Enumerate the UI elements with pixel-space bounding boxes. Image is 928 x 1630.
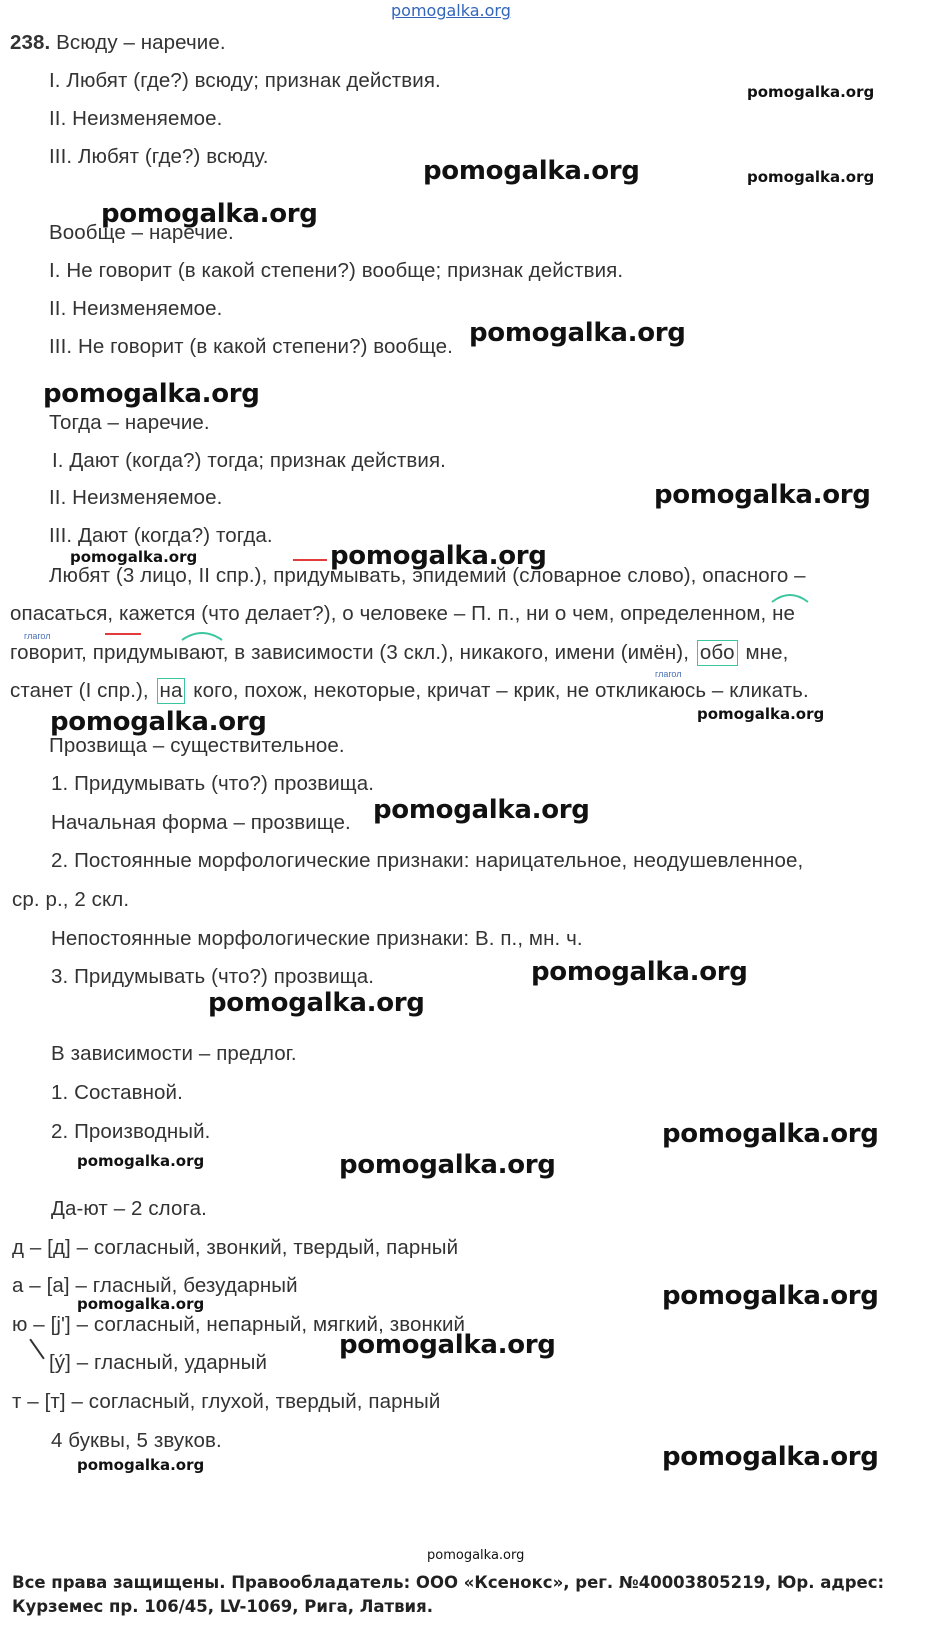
note-glagol-1: глагол	[24, 631, 51, 641]
line-l24: а – [а] – гласный, безударный	[12, 1274, 298, 1297]
watermark-text-small: pomogalka.org	[747, 83, 875, 101]
line-l19: В зависимости – предлог.	[51, 1042, 297, 1065]
watermark-text-small: pomogalka.org	[697, 705, 825, 723]
line-l23: д – [д] – согласный, звонкий, твердый, парный	[12, 1236, 459, 1259]
watermark-text: pomogalka.org	[50, 707, 267, 737]
line-l14: Начальная форма – прозвище.	[51, 811, 351, 834]
paragraph-line-4	[10, 678, 809, 704]
line-l8: Тогда – наречие.	[49, 411, 210, 434]
watermark-text: pomogalka.org	[531, 957, 748, 987]
header-watermark-link[interactable]: pomogalka.org	[391, 1, 511, 20]
watermark-text-small: pomogalka.org	[77, 1456, 205, 1474]
copyright-footer: Все права защищены. Правообладатель: ООО «Ксенокс», рег. №40003805219, Юр. адрес: Курземес пр. 106/45, LV-1069, Рига, Латвия.	[12, 1573, 885, 1616]
line-l20: 1. Составной.	[51, 1081, 183, 1104]
watermark-text: pomogalka.org	[423, 156, 640, 186]
watermark-text: pomogalka.org	[208, 988, 425, 1018]
line-l25: ю – [j'] – согласный, непарный, мягкий, звонкий	[12, 1313, 466, 1336]
watermark-text: pomogalka.org	[339, 1150, 556, 1180]
line-l1: I. Любят (где?) всюду; признак действия.	[49, 69, 441, 92]
line-l27: т – [т] – согласный, глухой, твердый, парный	[12, 1390, 441, 1413]
line-l4: Вообще – наречие.	[49, 221, 234, 244]
task-title: Всюду – наречие.	[56, 31, 226, 54]
paragraph-line-3-end: мне,	[745, 641, 789, 664]
paragraph-line-4-rest: кого, похож, некоторые, кричат – крик, не откликаюсь – кликать.	[193, 679, 809, 702]
task-number: 238.	[10, 31, 51, 54]
watermark-text: pomogalka.org	[373, 795, 590, 825]
line-l9: I. Дают (когда?) тогда; признак действия.	[52, 449, 446, 472]
watermark-text-small: pomogalka.org	[77, 1295, 205, 1313]
paragraph-line-3-text: говорит, придумывают, в зависимости (3 скл.), никакого, имени (имён),	[10, 641, 690, 664]
note-glagol-2: глагол	[655, 669, 682, 679]
line-l3: III. Любят (где?) всюду.	[49, 145, 269, 168]
prefix-mark-2	[105, 633, 141, 635]
line-l10: II. Неизменяемое.	[49, 486, 223, 509]
task-header	[10, 31, 226, 55]
watermark-text-small: pomogalka.org	[70, 548, 198, 566]
line-l17: Непостоянные морфологические признаки: В. п., мн. ч.	[51, 927, 583, 950]
watermark-text: pomogalka.org	[330, 541, 547, 571]
line-l22: Да-ют – 2 слога.	[51, 1197, 207, 1220]
watermark-text: pomogalka.org	[43, 379, 260, 409]
line-l18: 3. Придумывать (что?) прозвища.	[51, 965, 375, 988]
line-l6: II. Неизменяемое.	[49, 297, 223, 320]
footer-watermark: pomogalka.org	[427, 1548, 525, 1563]
watermark-text: pomogalka.org	[662, 1119, 879, 1149]
line-l16: ср. р., 2 скл.	[12, 888, 130, 911]
paragraph-line-1: Любят (3 лицо, II спр.), придумывать, эпидемий (словарное слово), опасного –	[49, 564, 806, 587]
line-l12: Прозвища – существительное.	[49, 734, 345, 757]
paragraph-line-3	[10, 640, 788, 666]
line-l13: 1. Придумывать (что?) прозвища.	[51, 772, 375, 795]
prefix-box-na: на	[157, 678, 186, 704]
line-l15: 2. Постоянные морфологические признаки: нарицательное, неодушевленное,	[51, 849, 804, 872]
watermark-text-small: pomogalka.org	[747, 168, 875, 186]
line-l28: 4 буквы, 5 звуков.	[51, 1429, 222, 1452]
sound-branch-mark	[29, 1339, 44, 1360]
root-arc-mark	[770, 590, 810, 604]
line-l7: III. Не говорит (в какой степени?) вообще.	[49, 335, 453, 358]
watermark-text: pomogalka.org	[654, 480, 871, 510]
line-l21: 2. Производный.	[51, 1120, 211, 1143]
line-l2: II. Неизменяемое.	[49, 107, 223, 130]
watermark-text-small: pomogalka.org	[77, 1152, 205, 1170]
paragraph-line-4-start: станет (I спр.),	[10, 679, 149, 702]
watermark-text: pomogalka.org	[101, 199, 318, 229]
watermark-text: pomogalka.org	[339, 1330, 556, 1360]
prefix-box-obo: обо	[697, 640, 738, 666]
watermark-text: pomogalka.org	[469, 318, 686, 348]
line-l5: I. Не говорит (в какой степени?) вообще; признак действия.	[49, 259, 624, 282]
watermark-text: pomogalka.org	[662, 1281, 879, 1311]
line-l26: [у́] – гласный, ударный	[49, 1351, 268, 1374]
prefix-mark	[293, 559, 327, 561]
watermark-text: pomogalka.org	[662, 1442, 879, 1472]
suffix-arc-mark	[180, 628, 224, 642]
paragraph-line-2: опасаться, кажется (что делает?), о человеке – П. п., ни о чем, определенном, не	[10, 602, 796, 625]
line-l11: III. Дают (когда?) тогда.	[49, 524, 273, 547]
